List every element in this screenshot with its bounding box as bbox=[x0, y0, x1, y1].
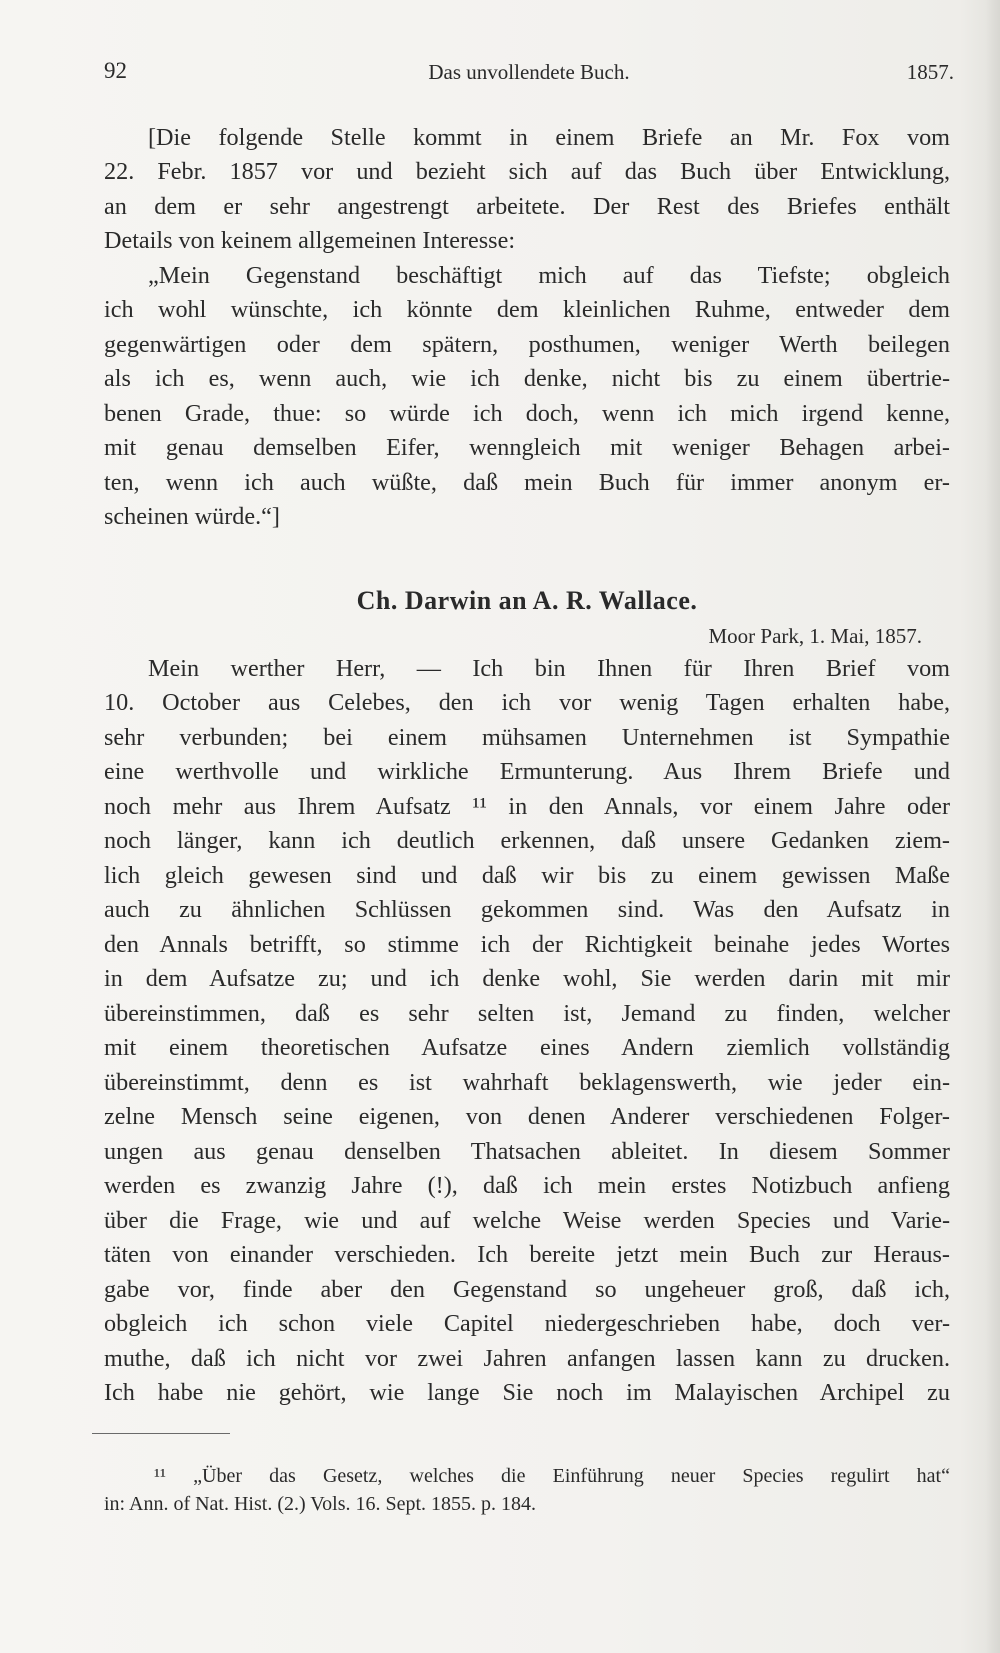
letter-line: sehr verbunden; bei einem mühsamen Unternehmen ist Sympathie bbox=[104, 724, 950, 751]
running-title: Das unvollendete Buch. bbox=[428, 60, 630, 84]
letter-line: Ich habe nie gehört, wie lange Sie noch im Malayischen Archipel zu bbox=[104, 1379, 950, 1406]
letter-line: 10. October aus Celebes, den ich vor wenig Tagen erhalten habe, bbox=[104, 689, 950, 716]
passage-line: „Mein Gegenstand beschäftigt mich auf das Tiefste; obgleich bbox=[148, 262, 950, 289]
letter-line: zelne Mensch seine eigenen, von denen Anderer verschiedenen Folger- bbox=[104, 1103, 950, 1130]
letter-heading: Ch. Darwin an A. R. Wallace. bbox=[356, 586, 698, 615]
passage-line: als ich es, wenn auch, wie ich denke, nicht bis zu einem übertrie- bbox=[104, 365, 950, 392]
letter-line: ungen aus genau denselben Thatsachen ableitet. In diesem Sommer bbox=[104, 1138, 950, 1165]
passage-line: ich wohl wünschte, ich könnte dem kleinlichen Ruhme, entweder dem bbox=[104, 296, 950, 323]
passage-line: 22. Febr. 1857 vor und bezieht sich auf das Buch über Entwicklung, bbox=[104, 158, 950, 185]
page-edge-shadow bbox=[986, 0, 1000, 1653]
letter-line: obgleich ich schon viele Capitel niedergeschrieben habe, doch ver- bbox=[104, 1310, 950, 1337]
page-number: 92 bbox=[104, 58, 127, 83]
letter-line: mit einem theoretischen Aufsatze eines Andern ziemlich vollständig bbox=[104, 1034, 950, 1061]
letter-line: übereinstimmt, denn es ist wahrhaft beklagenswerth, wie jeder ein- bbox=[104, 1069, 950, 1096]
letter-line: Mein werther Herr, — Ich bin Ihnen für Ihren Brief vom bbox=[148, 655, 950, 682]
letter-line: über die Frage, wie und auf welche Weise werden Species und Varie- bbox=[104, 1207, 950, 1234]
letter-line: auch zu ähnlichen Schlüssen gekommen sind. Was den Aufsatz in bbox=[104, 896, 950, 923]
passage-line: [Die folgende Stelle kommt in einem Briefe an Mr. Fox vom bbox=[148, 124, 950, 151]
letter-line: übereinstimmen, daß es sehr selten ist, Jemand zu finden, welcher bbox=[104, 1000, 950, 1027]
letter-line: werden es zwanzig Jahre (!), daß ich mein erstes Notizbuch anfieng bbox=[104, 1172, 950, 1199]
letter-line: in dem Aufsatze zu; und ich denke wohl, Sie werden darin mit mir bbox=[104, 965, 950, 992]
running-head bbox=[104, 58, 954, 88]
footnote-rule bbox=[92, 1433, 230, 1434]
letter-line: täten von einander verschieden. Ich bereite jetzt mein Buch zur Heraus- bbox=[104, 1241, 950, 1268]
letter-line: noch mehr aus Ihrem Aufsatz ¹¹ in den Annals, vor einem Jahre oder bbox=[104, 793, 950, 820]
letter-line: gabe vor, finde aber den Gegenstand so ungeheuer groß, daß ich, bbox=[104, 1276, 950, 1303]
letter-line: muthe, daß ich nicht vor zwei Jahren anfangen lassen kann zu drucken. bbox=[104, 1345, 950, 1372]
passage-line: an dem er sehr angestrengt arbeitete. Der Rest des Briefes enthält bbox=[104, 193, 950, 220]
running-year: 1857. bbox=[906, 60, 954, 84]
letter-line: lich gleich gewesen sind und daß wir bis zu einem gewissen Maße bbox=[104, 862, 950, 889]
passage-line: ten, wenn ich auch wüßte, daß mein Buch für immer anonym er- bbox=[104, 469, 950, 496]
passage-line: gegenwärtigen oder dem spätern, posthumen, weniger Werth beilegen bbox=[104, 331, 950, 358]
footnote-line: ¹¹ „Über das Gesetz, welches die Einführung neuer Species regulirt hat“ bbox=[154, 1465, 950, 1487]
letter-line: eine werthvolle und wirkliche Ermunterung. Aus Ihrem Briefe und bbox=[104, 758, 950, 785]
letter-dateline: Moor Park, 1. Mai, 1857. bbox=[708, 624, 922, 648]
passage-line: benen Grade, thue: so würde ich doch, wenn ich mich irgend kenne, bbox=[104, 400, 950, 427]
passage-line: scheinen würde.“] bbox=[104, 503, 280, 530]
letter-line: den Annals betrifft, so stimme ich der Richtigkeit beinahe jedes Wortes bbox=[104, 931, 950, 958]
letter-line: noch länger, kann ich deutlich erkennen, daß unsere Gedanken ziem- bbox=[104, 827, 950, 854]
passage-line: Details von keinem allgemeinen Interesse: bbox=[104, 227, 516, 254]
footnote-line: in: Ann. of Nat. Hist. (2.) Vols. 16. Sept. 1855. p. 184. bbox=[104, 1493, 537, 1515]
passage-line: mit genau demselben Eifer, wenngleich mit weniger Behagen arbei- bbox=[104, 434, 950, 461]
